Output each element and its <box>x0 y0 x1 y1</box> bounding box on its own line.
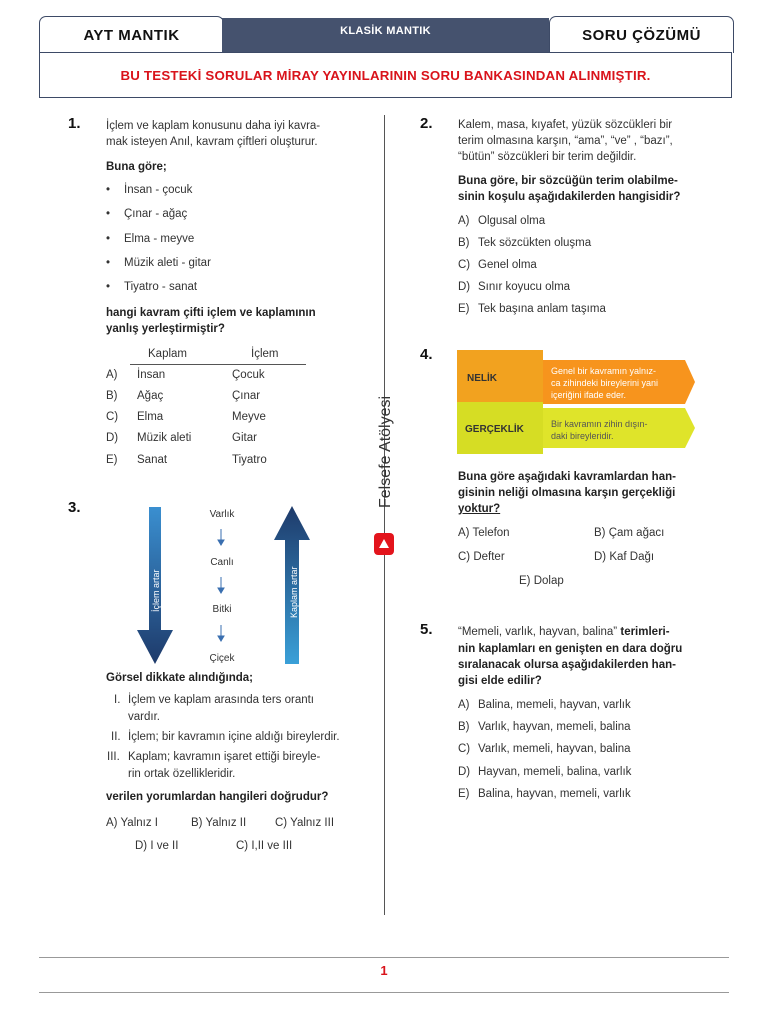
play-logo-icon <box>373 532 395 556</box>
q3-item-varlik: Varlık <box>209 509 235 520</box>
q2-option-text[interactable]: Sınır koyucu olma <box>478 281 571 293</box>
q1-header-rule <box>130 364 306 365</box>
q3-option-c[interactable]: C) Yalnız III <box>275 817 335 829</box>
question-5-number: 5. <box>420 621 433 638</box>
question-3-number: 3. <box>68 499 81 516</box>
q3-statement-text-cont: vardır. <box>128 711 160 723</box>
q4-question-2: gisinin neliği olmasına karşın gerçekliği <box>458 487 676 499</box>
q3-statement-num: III. <box>107 751 120 763</box>
q1-option-kaplam[interactable]: İnsan <box>137 369 166 381</box>
q2-option-letter[interactable]: E) <box>458 303 470 315</box>
source-banner: BU TESTEKİ SORULAR MİRAY YAYINLARININ SORU BANKASINDAN ALINMIŞTIR. <box>39 52 732 98</box>
q1-bullet-text: Elma - meyve <box>124 233 195 245</box>
q5-text-1 <box>458 624 670 641</box>
q5-option-letter[interactable]: A) <box>458 699 470 711</box>
q3-option-d[interactable]: D) I ve II <box>135 840 179 852</box>
q4-box2-text-1: Bir kavramın zihin dışın- <box>551 419 648 429</box>
q5-option-text[interactable]: Varlık, memeli, hayvan, balina <box>478 743 631 755</box>
q2-option-letter[interactable]: D) <box>458 281 471 293</box>
q3-concept-diagram <box>130 502 330 667</box>
q2-option-text[interactable]: Genel olma <box>478 259 537 271</box>
q3-diagram-svg <box>130 502 330 667</box>
q2-question-1: Buna göre, bir sözcüğün terim olabilme- <box>458 175 678 187</box>
q1-option-iclem[interactable]: Çocuk <box>232 369 265 381</box>
q2-option-letter[interactable]: B) <box>458 237 470 249</box>
header-right-tab: SORU ÇÖZÜMÜ <box>549 16 734 53</box>
q3-statement-text: İçlem ve kaplam arasında ters orantı <box>128 694 314 706</box>
question-4-number: 4. <box>420 346 433 363</box>
footer-line-top <box>39 957 729 958</box>
q1-question-1: hangi kavram çifti içlem ve kaplamının <box>106 307 316 319</box>
q1-option-letter[interactable]: A) <box>106 369 118 381</box>
header-left-tab: AYT MANTIK <box>39 16 224 53</box>
q5-text-1-terms: “Memeli, varlık, hayvan, balina” <box>458 626 618 638</box>
q2-text-line: Kalem, masa, kıyafet, yüzük sözcükleri bir <box>458 119 673 131</box>
footer-line-bottom <box>39 992 729 993</box>
q4-box1-text-3: içeriğini ifade eder. <box>551 390 627 400</box>
page-number: 1 <box>380 963 388 978</box>
q1-option-iclem[interactable]: Çınar <box>232 390 261 402</box>
q5-text-1-bold: terimleri- <box>620 626 670 638</box>
q4-option-d[interactable]: D) Kaf Dağı <box>594 551 655 563</box>
side-label <box>372 384 396 512</box>
q4-question-1: Buna göre aşağıdaki kavramlardan han- <box>458 471 676 483</box>
side-label-text: Felsefe Atölyesi <box>377 395 394 508</box>
q4-question-3: yoktur? <box>458 503 501 515</box>
q2-question-2: sinin koşulu aşağıdakilerden hangisidir? <box>458 191 681 203</box>
q1-lead: Buna göre; <box>106 161 167 173</box>
q5-text-2: nin kaplamları en genişten en dara doğru <box>458 643 683 655</box>
q1-bullet: • <box>106 257 111 269</box>
q1-bullet-text: Tiyatro - sanat <box>124 281 198 293</box>
q1-text-1: İçlem ve kaplam konusunu daha iyi kavra- <box>106 120 321 132</box>
q5-option-letter[interactable]: B) <box>458 721 470 733</box>
q1-option-kaplam[interactable]: Müzik aleti <box>137 432 192 444</box>
q3-lead: Görsel dikkate alındığında; <box>106 672 253 684</box>
q1-bullet-text: İnsan - çocuk <box>124 184 193 196</box>
q1-option-letter[interactable]: E) <box>106 454 118 466</box>
q1-option-iclem[interactable]: Meyve <box>232 411 266 423</box>
q3-right-arrow-label: Kaplam artar <box>289 566 299 618</box>
q2-option-letter[interactable]: C) <box>458 259 471 271</box>
q4-box1-text-1: Genel bir kavramın yalnız- <box>551 366 657 376</box>
q3-option-b[interactable]: B) Yalnız II <box>191 817 247 829</box>
q5-text-4: gisi elde edilir? <box>458 675 542 687</box>
q2-option-text[interactable]: Tek başına anlam taşıma <box>478 303 606 315</box>
q1-option-iclem[interactable]: Gitar <box>232 432 257 444</box>
q1-option-letter[interactable]: B) <box>106 390 118 402</box>
q5-text-3: sıralanacak olursa aşağıdakilerden han- <box>458 659 676 671</box>
q2-option-text[interactable]: Olgusal olma <box>478 215 546 227</box>
q1-bullet: • <box>106 208 111 220</box>
q4-option-b[interactable]: B) Çam ağacı <box>594 527 665 539</box>
q2-text-line: “bütün” sözcükleri bir terim değildir. <box>458 151 637 163</box>
q3-item-canli: Canlı <box>210 557 234 568</box>
q4-option-c[interactable]: C) Defter <box>458 551 505 563</box>
q2-text-line: terim olmasına karşın, “ama”, “ve” , “bazı”, <box>458 135 673 147</box>
q4-option-a[interactable]: A) Telefon <box>458 527 510 539</box>
q1-option-kaplam[interactable]: Sanat <box>137 454 168 466</box>
q4-box1-label: NELİK <box>467 373 497 384</box>
q5-option-text[interactable]: Balina, hayvan, memeli, varlık <box>478 788 631 800</box>
q4-definition-diagram <box>457 350 697 460</box>
q5-option-text[interactable]: Balina, memeli, hayvan, varlık <box>478 699 631 711</box>
q3-item-bitki: Bitki <box>212 604 232 615</box>
q5-option-letter[interactable]: D) <box>458 766 471 778</box>
q1-option-kaplam[interactable]: Ağaç <box>137 390 164 402</box>
q1-text-2: mak isteyen Anıl, kavram çiftleri oluşturur. <box>106 136 318 148</box>
q4-diagram-svg <box>457 350 697 460</box>
q4-box2-label: GERÇEKLİK <box>465 424 524 435</box>
q3-left-arrow-label: İçlem artar <box>151 569 161 612</box>
small-down-arrow-icon <box>218 529 224 641</box>
q3-question: verilen yorumlardan hangileri doğrudur? <box>106 791 329 803</box>
q4-option-e[interactable]: E) Dolap <box>519 575 564 587</box>
question-2-number: 2. <box>420 115 433 132</box>
q1-col-header-kaplam: Kaplam <box>148 348 187 360</box>
q5-option-text[interactable]: Varlık, hayvan, memeli, balina <box>478 721 631 733</box>
q2-option-letter[interactable]: A) <box>458 215 470 227</box>
q1-bullet: • <box>106 184 111 196</box>
q1-option-iclem[interactable]: Tiyatro <box>232 454 267 466</box>
q3-statement-text-cont: rin ortak özellikleridir. <box>128 768 236 780</box>
q3-statement-text: Kaplam; kavramın işaret ettiği bireyle- <box>128 751 321 763</box>
q1-option-kaplam[interactable]: Elma <box>137 411 164 423</box>
column-divider <box>384 115 385 915</box>
q1-bullet: • <box>106 233 111 245</box>
q3-statement-num: I. <box>114 694 121 706</box>
q4-box2-text-2: daki bireyleridir. <box>551 431 614 441</box>
q3-option-a[interactable]: A) Yalnız I <box>106 817 158 829</box>
q5-option-letter[interactable]: C) <box>458 743 471 755</box>
q1-question-2: yanlış yerleştirmiştir? <box>106 323 225 335</box>
q3-statement-num: II. <box>111 731 121 743</box>
q5-option-text[interactable]: Hayvan, memeli, balina, varlık <box>478 766 632 778</box>
question-1-number: 1. <box>68 115 81 132</box>
q5-option-letter[interactable]: E) <box>458 788 470 800</box>
q2-option-text[interactable]: Tek sözcükten oluşma <box>478 237 592 249</box>
q4-box1-text-2: ca zihindeki bireylerini yani <box>551 378 659 388</box>
q1-option-letter[interactable]: D) <box>106 432 119 444</box>
q3-item-cicek: Çiçek <box>209 653 235 664</box>
q3-statement-text: İçlem; bir kavramın içine aldığı bireylerdir. <box>128 731 340 743</box>
header-middle-tab: KLASİK MANTIK <box>222 18 549 52</box>
q1-bullet-text: Çınar - ağaç <box>124 208 188 220</box>
q1-option-letter[interactable]: C) <box>106 411 119 423</box>
q1-bullet: • <box>106 281 111 293</box>
q1-bullet-text: Müzik aleti - gitar <box>124 257 211 269</box>
q1-col-header-iclem: İçlem <box>251 348 279 360</box>
q3-option-e[interactable]: C) I,II ve III <box>236 840 293 852</box>
side-label-svg <box>372 384 396 512</box>
